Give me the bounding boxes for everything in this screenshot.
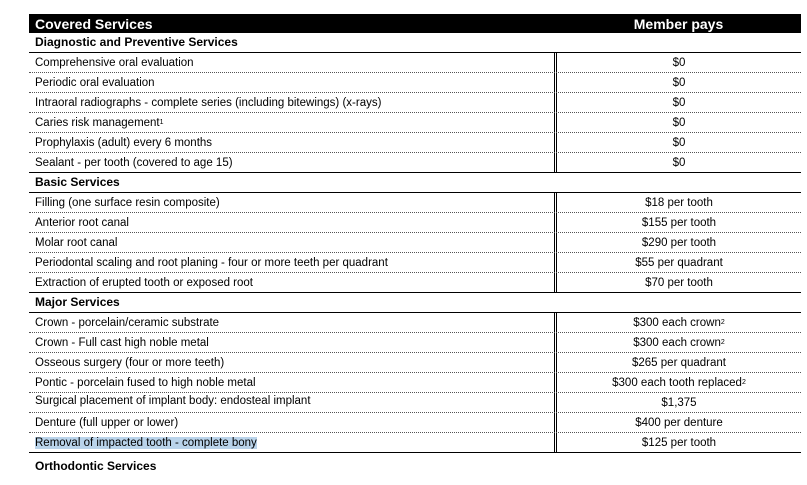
service-cell — [29, 433, 554, 452]
table-row — [29, 373, 801, 393]
member-pays-value: $1,375 — [661, 396, 697, 409]
service-cell — [29, 273, 554, 292]
member-pays-value: $0 — [672, 56, 686, 69]
service-name: Crown - Full cast high noble metal — [35, 336, 209, 349]
member-pays-cell — [557, 413, 801, 432]
service-cell — [29, 373, 554, 392]
section-title: Basic Services — [29, 173, 801, 193]
service-cell — [29, 213, 554, 232]
table-body — [29, 33, 801, 453]
service-name: Osseous surgery (four or more teeth) — [35, 356, 225, 369]
member-pays-cell — [557, 93, 801, 112]
service-cell — [29, 353, 554, 372]
service-name: Prophylaxis (adult) every 6 months — [35, 136, 213, 149]
table-header — [29, 14, 801, 33]
member-pays-cell — [557, 233, 801, 252]
service-name: Crown - porcelain/ceramic substrate — [35, 316, 220, 329]
member-pays-value: $300 each crown — [633, 336, 721, 349]
member-pays-value: $125 per tooth — [641, 436, 717, 449]
service-name: Denture (full upper or lower) — [35, 416, 179, 429]
service-cell — [29, 333, 554, 352]
section-title-partial: Orthodontic Services — [35, 459, 157, 473]
member-pays-value: $55 per quadrant — [635, 256, 723, 269]
table-row — [29, 53, 801, 73]
member-pays-cell: $300 each tooth replaced 2 — [612, 376, 746, 389]
service-cell — [29, 313, 554, 332]
member-pays-cell — [557, 253, 801, 272]
service-cell — [29, 193, 554, 212]
service-name: Periodontal scaling and root planing - four or more teeth per quadrant — [35, 256, 388, 269]
member-pays-value: $0 — [672, 116, 686, 129]
service-name: Periodic oral evaluation — [35, 76, 155, 89]
section-rows — [29, 193, 801, 293]
header-member-pays: Member pays — [633, 15, 724, 32]
service-cell: Caries risk management 1 — [35, 116, 164, 129]
service-cell — [29, 393, 554, 412]
member-pays-value: $0 — [672, 156, 686, 169]
table-row — [29, 313, 801, 333]
member-pays-cell — [557, 433, 801, 452]
service-cell — [29, 93, 554, 112]
header-covered-services: Covered Services — [35, 15, 153, 32]
member-pays-value: $70 per tooth — [645, 276, 713, 289]
service-name: Comprehensive oral evaluation — [35, 56, 194, 69]
table-row — [29, 353, 801, 373]
member-pays-value: $18 per tooth — [645, 196, 713, 209]
member-pays-cell — [557, 153, 801, 172]
service-name: Molar root canal — [35, 236, 118, 249]
service-cell — [29, 153, 554, 172]
member-pays-cell — [557, 113, 801, 132]
member-pays-value: $290 per tooth — [641, 236, 717, 249]
table-row — [29, 433, 801, 453]
service-name: Sealant - per tooth (covered to age 15) — [35, 156, 233, 169]
section-rows — [29, 313, 801, 453]
service-name: Filling (one surface resin composite) — [35, 196, 220, 209]
member-pays-value: $300 each tooth replaced — [612, 376, 742, 389]
table-row — [29, 153, 801, 173]
member-pays-cell — [557, 53, 801, 72]
section-group — [29, 293, 801, 453]
section-group — [29, 173, 801, 293]
table-row — [29, 193, 801, 213]
service-name: Extraction of erupted tooth or exposed root — [35, 276, 253, 289]
service-cell — [29, 53, 554, 72]
section-group — [29, 33, 801, 173]
member-pays-value: $0 — [672, 76, 686, 89]
service-name: Anterior root canal — [35, 216, 129, 229]
table-row — [29, 133, 801, 153]
benefits-table — [29, 14, 801, 473]
service-name: Intraoral radiographs - complete series (including bitewings) (x-rays) — [35, 96, 382, 109]
service-name: Removal of impacted tooth - complete bony — [35, 436, 257, 449]
member-pays-value: $0 — [672, 136, 686, 149]
member-pays-value: $300 each crown — [633, 316, 721, 329]
service-cell — [29, 253, 554, 272]
table-row — [29, 213, 801, 233]
service-cell — [29, 233, 554, 252]
member-pays-cell — [557, 353, 801, 372]
service-name: Pontic - porcelain fused to high noble metal — [35, 376, 256, 389]
section-title: Major Services — [29, 293, 801, 313]
member-pays-cell — [557, 273, 801, 292]
member-pays-value: $155 per tooth — [641, 216, 717, 229]
member-pays-cell: $300 each crown 2 — [633, 336, 725, 349]
member-pays-cell — [557, 133, 801, 152]
service-cell — [29, 133, 554, 152]
member-pays-value: $265 per quadrant — [632, 356, 726, 369]
table-row — [29, 113, 801, 133]
service-cell — [29, 73, 554, 92]
table-row — [29, 93, 801, 113]
table-row — [29, 393, 801, 413]
member-pays-value: $0 — [672, 96, 686, 109]
member-pays-cell — [557, 193, 801, 212]
table-row — [29, 273, 801, 293]
table-row — [29, 233, 801, 253]
member-pays-cell — [557, 213, 801, 232]
service-name: Surgical placement of implant body: endosteal implant — [35, 395, 311, 407]
section-title: Diagnostic and Preventive Services — [29, 33, 801, 53]
member-pays-cell — [557, 393, 801, 412]
service-name: Caries risk management — [35, 116, 160, 129]
table-row — [29, 73, 801, 93]
table-row — [29, 253, 801, 273]
member-pays-cell — [557, 73, 801, 92]
member-pays-value: $400 per denture — [635, 416, 723, 429]
section-rows — [29, 53, 801, 173]
service-cell — [29, 413, 554, 432]
member-pays-cell: $300 each crown 2 — [633, 316, 725, 329]
table-row — [29, 333, 801, 353]
table-row — [29, 413, 801, 433]
